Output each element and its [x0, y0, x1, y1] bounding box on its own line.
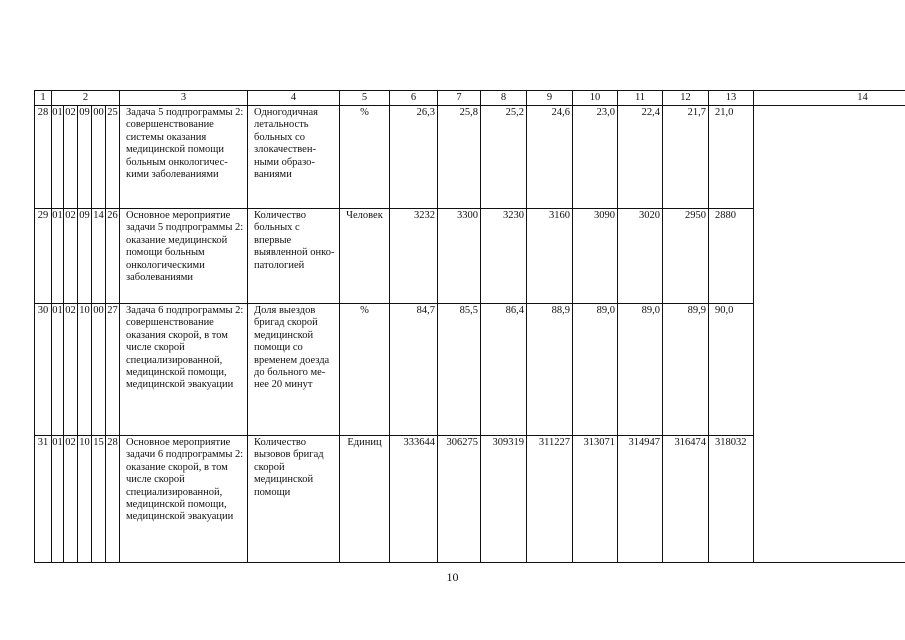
code-cell: 15 [92, 436, 106, 563]
task-name: Основное мероприятие задачи 5 подпрограммы 2: оказание медицинской помощи больным онкологическими заболеваниями [120, 209, 248, 304]
code-cell: 01 [52, 209, 64, 304]
value-cell: 3090 [573, 209, 618, 304]
value-cell: 86,4 [481, 304, 527, 436]
row-number: 29 [35, 209, 52, 304]
indicator-name: Количество больных с впервые выявленной онко-патологией [248, 209, 340, 304]
value-cell: 3300 [438, 209, 481, 304]
code-cell: 28 [106, 436, 120, 563]
code-cell: 01 [52, 436, 64, 563]
header-col-7: 7 [438, 91, 481, 106]
table-row [35, 106, 905, 209]
unit-cell: Человек [340, 209, 390, 304]
code-cell: 00 [92, 304, 106, 436]
row-number: 31 [35, 436, 52, 563]
value-cell: 314947 [618, 436, 663, 563]
header-col-12: 12 [663, 91, 709, 106]
row-number: 30 [35, 304, 52, 436]
value-cell: 21,0 [709, 106, 754, 209]
value-cell: 2880 [709, 209, 754, 304]
indicator-name: Одногодичная летальность больных со злокачествен-ными образо-ваниями [248, 106, 340, 209]
value-cell: 22,4 [618, 106, 663, 209]
indicator-table-sheet [34, 90, 905, 563]
unit-cell: Единиц [340, 436, 390, 563]
value-cell: 88,9 [527, 304, 573, 436]
value-cell: 3020 [618, 209, 663, 304]
header-col-11: 11 [618, 91, 663, 106]
value-cell: 316474 [663, 436, 709, 563]
value-cell: 306275 [438, 436, 481, 563]
value-cell: 23,0 [573, 106, 618, 209]
header-col-3: 3 [120, 91, 248, 106]
value-cell: 89,0 [573, 304, 618, 436]
value-cell: 89,0 [618, 304, 663, 436]
value-cell: 3232 [390, 209, 438, 304]
header-col-2: 2 [52, 91, 120, 106]
value-cell: 85,5 [438, 304, 481, 436]
header-col-4: 4 [248, 91, 340, 106]
code-cell: 09 [78, 209, 92, 304]
value-cell: 313071 [573, 436, 618, 563]
value-cell: 25,2 [481, 106, 527, 209]
value-cell: 25,8 [438, 106, 481, 209]
column-14-empty [754, 106, 905, 563]
header-col-14: 14 [754, 91, 905, 106]
code-cell: 00 [92, 106, 106, 209]
task-name: Задача 5 подпрограммы 2: совершенствование системы оказания медицинской помощи больным онкологичес-кими заболеваниями [120, 106, 248, 209]
code-cell: 09 [78, 106, 92, 209]
row-number: 28 [35, 106, 52, 209]
code-cell: 26 [106, 209, 120, 304]
code-cell: 14 [92, 209, 106, 304]
code-cell: 02 [64, 209, 78, 304]
header-col-8: 8 [481, 91, 527, 106]
value-cell: 89,9 [663, 304, 709, 436]
code-cell: 01 [52, 304, 64, 436]
unit-cell: % [340, 304, 390, 436]
value-cell: 84,7 [390, 304, 438, 436]
code-cell: 10 [78, 304, 92, 436]
code-cell: 10 [78, 436, 92, 563]
unit-cell: % [340, 106, 390, 209]
task-name: Основное мероприятие задачи 6 подпрограммы 2: оказание скорой, в том числе скорой специализированной, медицинской помощи, медицинской эвакуации [120, 436, 248, 563]
value-cell: 2950 [663, 209, 709, 304]
indicators-table [34, 90, 905, 563]
value-cell: 90,0 [709, 304, 754, 436]
code-cell: 01 [52, 106, 64, 209]
code-cell: 02 [64, 436, 78, 563]
header-col-9: 9 [527, 91, 573, 106]
header-col-5: 5 [340, 91, 390, 106]
value-cell: 21,7 [663, 106, 709, 209]
header-col-1: 1 [35, 91, 52, 106]
indicator-name: Доля выездов бригад скорой медицинской помощи со временем доезда до больного ме-нее 20 минут [248, 304, 340, 436]
header-col-10: 10 [573, 91, 618, 106]
value-cell: 318032 [709, 436, 754, 563]
value-cell: 311227 [527, 436, 573, 563]
code-cell: 27 [106, 304, 120, 436]
column-number-header-row [35, 91, 905, 106]
value-cell: 3160 [527, 209, 573, 304]
value-cell: 333644 [390, 436, 438, 563]
code-cell: 02 [64, 106, 78, 209]
indicator-name: Количество вызовов бригад скорой медицинской помощи [248, 436, 340, 563]
page-number: 10 [446, 570, 459, 584]
header-col-6: 6 [390, 91, 438, 106]
value-cell: 24,6 [527, 106, 573, 209]
code-cell: 25 [106, 106, 120, 209]
task-name: Задача 6 подпрограммы 2: совершенствование оказания скорой, в том числе скорой специализированной, медицинской помощи, медицинской эвакуации [120, 304, 248, 436]
value-cell: 26,3 [390, 106, 438, 209]
code-cell: 02 [64, 304, 78, 436]
header-col-13: 13 [709, 91, 754, 106]
value-cell: 309319 [481, 436, 527, 563]
value-cell: 3230 [481, 209, 527, 304]
